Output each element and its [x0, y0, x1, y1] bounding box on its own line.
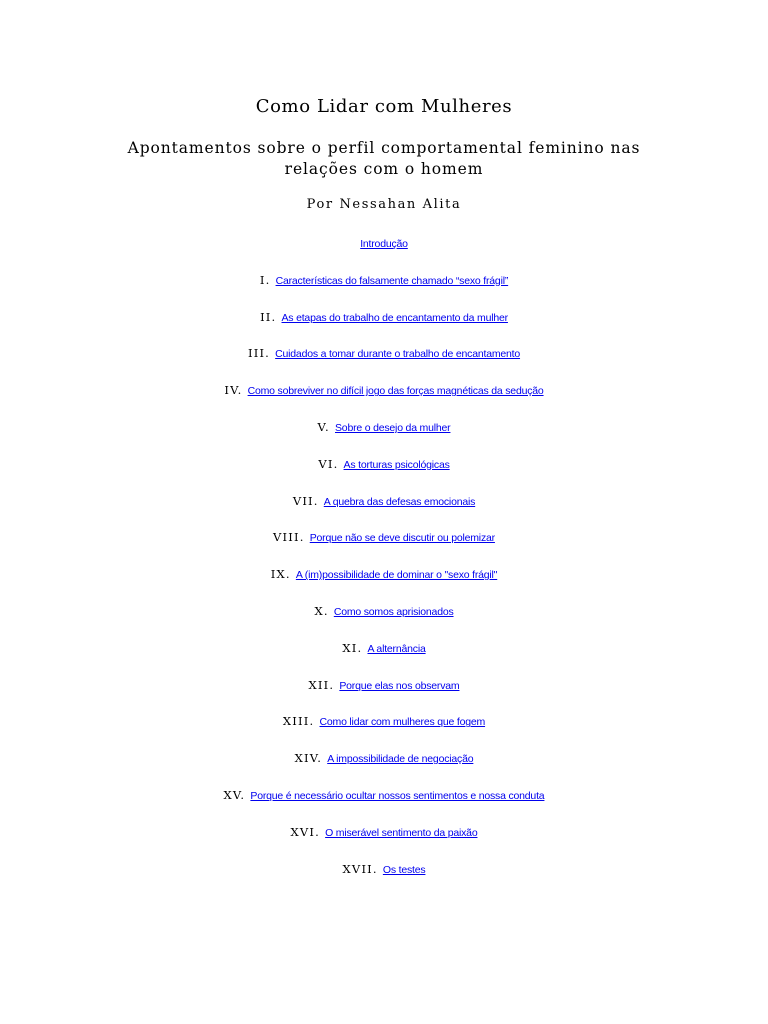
toc-numeral: XII.	[308, 677, 335, 692]
toc-item	[0, 493, 768, 509]
toc-link[interactable]: As torturas psicológicas	[343, 458, 450, 471]
toc-item	[0, 382, 768, 398]
toc-item	[0, 235, 768, 251]
toc-link[interactable]: As etapas do trabalho de encantamento da mulher	[281, 311, 508, 324]
toc-item	[0, 677, 768, 693]
toc-item	[0, 419, 768, 435]
toc-numeral: XVI.	[290, 824, 321, 839]
toc-item	[0, 787, 768, 803]
toc-numeral: IX.	[270, 567, 291, 582]
toc-link[interactable]: Porque elas nos observam	[339, 679, 460, 692]
toc-link[interactable]: A impossibilidade de negociação	[327, 753, 474, 766]
toc-link[interactable]: A alternância	[367, 642, 426, 655]
toc-numeral: V.	[317, 420, 330, 434]
document-author: Por Nessahan Alita	[306, 197, 462, 212]
toc-numeral: VI.	[318, 456, 339, 471]
toc-item	[0, 824, 768, 840]
toc-numeral: VIII.	[273, 530, 305, 545]
toc-item	[0, 713, 768, 729]
toc-numeral: IV.	[224, 383, 243, 398]
toc-numeral: XI.	[342, 640, 363, 655]
toc-numeral: XV.	[223, 788, 246, 802]
toc-link[interactable]: A quebra das defesas emocionais	[323, 495, 476, 508]
document-title: Como Lidar com Mulheres	[255, 96, 513, 117]
toc-numeral: X.	[314, 604, 329, 618]
toc-item	[0, 640, 768, 656]
toc-item	[0, 345, 768, 361]
toc-item	[0, 861, 768, 877]
toc-link[interactable]: Cuidados a tomar durante o trabalho de encantamento	[275, 348, 521, 361]
toc-numeral: I.	[259, 272, 271, 287]
toc-item	[0, 272, 768, 288]
toc-link[interactable]: Sobre o desejo da mulher	[335, 422, 451, 434]
toc-link[interactable]: Porque é necessário ocultar nossos sentimentos e nossa conduta	[250, 790, 545, 802]
toc-link[interactable]: O miserável sentimento da paixão	[325, 826, 478, 839]
toc-numeral: II.	[260, 309, 277, 324]
toc-link[interactable]: Como sobreviver no difícil jogo das forças magnéticas da sedução	[247, 385, 544, 398]
document-subtitle: Apontamentos sobre o perfil comportamental feminino nas relações com o homem	[127, 139, 641, 178]
toc-item	[0, 309, 768, 325]
toc-numeral: VII.	[292, 493, 319, 508]
toc-numeral: XVII.	[342, 861, 378, 876]
toc-link[interactable]: Porque não se deve discutir ou polemizar	[309, 532, 495, 545]
toc-numeral: XIII.	[282, 714, 315, 729]
toc-link[interactable]: Introdução	[360, 238, 408, 250]
toc-link[interactable]: Como somos aprisionados	[333, 606, 454, 618]
toc-item	[0, 529, 768, 545]
toc-link[interactable]: Como lidar com mulheres que fogem	[319, 716, 486, 729]
toc-link[interactable]: Os testes	[382, 863, 426, 876]
toc-item	[0, 603, 768, 619]
toc-item	[0, 566, 768, 582]
toc-item	[0, 750, 768, 766]
toc-item	[0, 456, 768, 472]
toc-numeral: XIV.	[294, 751, 323, 766]
toc-numeral: III.	[247, 346, 271, 361]
toc-link[interactable]: A (im)possibilidade de dominar o "sexo frágil"	[295, 569, 498, 582]
toc-link[interactable]: Características do falsamente chamado “sexo frágil”	[275, 274, 509, 287]
